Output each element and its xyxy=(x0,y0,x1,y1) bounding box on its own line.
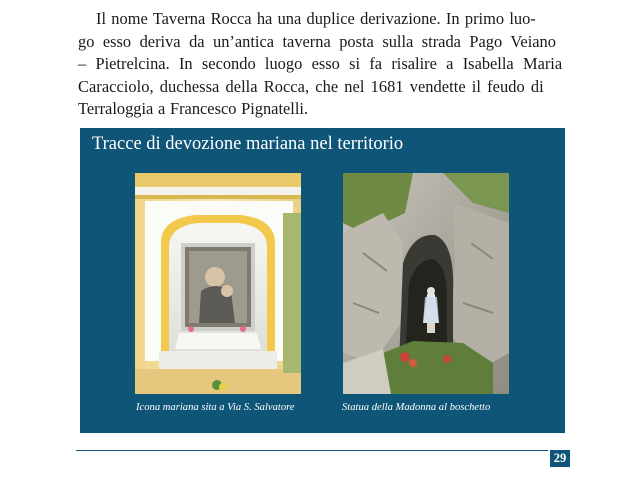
panel-title: Tracce di devozione mariana nel territorio xyxy=(92,134,404,154)
body-paragraph xyxy=(78,8,564,121)
grotto-photo xyxy=(343,173,509,394)
shrine-photo xyxy=(135,173,301,394)
photo-caption: Icona mariana sita a Via S. Salvatore xyxy=(136,402,295,413)
body-line: Caracciolo, duchessa della Rocca, che nel 1681 vendette il feudo di xyxy=(78,76,544,96)
body-line: – Pietrelcina. In secondo luogo esso si fa risalire a Isabella Maria xyxy=(78,54,563,74)
devotion-panel xyxy=(80,128,565,433)
body-line: Il nome Taverna Rocca ha una duplice derivazione. In primo luo- xyxy=(96,9,536,28)
body-line: Terraloggia a Francesco Pignatelli. xyxy=(78,99,309,119)
photo-caption: Statua della Madonna al boschetto xyxy=(342,402,491,413)
body-line: go esso deriva da un’antica taverna posta sulla strada Pago Veiano xyxy=(78,31,556,51)
page-number: 29 xyxy=(550,450,570,467)
footer-rule xyxy=(76,450,548,451)
